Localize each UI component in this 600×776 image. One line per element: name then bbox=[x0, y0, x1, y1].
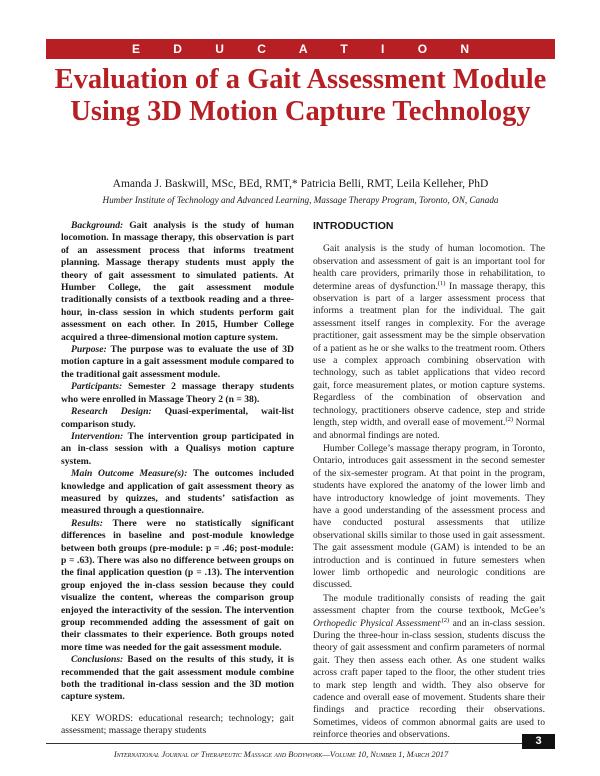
paragraph: The module traditionally consists of reading the gait assessment chapter from the course textbook, McGee’s Orthopedic Physical Assessment$^{,(2)}$ and an in-class session. During the three-hour in-class session, students discuss the theory of gait assessment and confirm parameters of normal gait. They then assess each other. As one student walks across craft paper taped to the floor, the other student tries to mark step length and width. They also observe for cadence and overall ease of movement. Students share their findings and practice recording their observations. Sometimes, videos of common abnormal gaits are used to reinforce theories and observations. bbox=[313, 592, 545, 741]
section-heading: INTRODUCTION bbox=[313, 220, 394, 232]
abstract-column bbox=[61, 220, 294, 738]
abstract-results: Results: There were no statistically significant differences in baseline and post-module knowledge between both groups (pre-module: p = .46; post-module: p = .63). There was also no difference between groups on the final application question (p = .13). The intervention group enjoyed the in-class session because they could visualize the content, whereas the comparison group enjoyed the interactivity of the session. The intervention group recommended adding the assessment of gait on their classmates to their experience. Both groups noted more time was needed for the gait assessment module. bbox=[61, 517, 294, 653]
author-list: Amanda J. Baskwill, MSc, BEd, RMT,* Patricia Belli, RMT, Leila Kelleher, PhD bbox=[112, 178, 489, 190]
article-title: Evaluation of a Gait Assessment Module Using 3D Motion Capture Technology bbox=[54, 64, 547, 127]
abstract-participants: Participants: Semester 2 massage therapy students who were enrolled in Massage Theory 2 (n = 38). bbox=[61, 381, 294, 405]
book-title: Orthopedic Physical Assessment bbox=[313, 617, 440, 629]
keywords: KEY WORDS: educational research; technology; gait assessment; massage therapy students bbox=[61, 712, 294, 737]
citation: (1) bbox=[437, 279, 446, 287]
affiliation: Humber Institute of Technology and Advanced Learning, Massage Therapy Program, Toronto, ON, Canada bbox=[102, 195, 499, 205]
paragraph: Humber College’s massage therapy program, in Toronto, Ontario, introduces gait assessment in the second semester of the six-semester program. At that point in the program, students have explored the anatomy of the lower limb and have introductory knowledge of joint movements. They have a good understanding of the assessment process and have conducted postural assessments that utilize observational skills similar to those used in gait assessment. The gait assessment module (GAM) is intended to be an introduction and is continued in future semesters when lower limb orthopedic and neurologic conditions are discussed. bbox=[313, 442, 545, 591]
abstract-intervention: Intervention: The intervention group participated in an in-class session with a Qualisys motion capture system. bbox=[61, 430, 294, 467]
paragraph: Gait analysis is the study of human locomotion. The observation and assessment of gait is an important tool for health care providers, primarily those in rehabilitation, to determine areas of dysfunction.$^{(1)}$ In massage therapy, this observation is part of a larger assessment process that informs a treatment plan for the individual. The gait assessment itself ranges in complexity. For the average practitioner, gait assessment may be the simple observation of a patient as he or she walks to the treatment room. Others use a complex approach combining observation with technology, such as tablet applications that video record gait, force measurement plates, or motion capture systems. Regardless of the combination of observation and technology, practitioners observe cadence, step and stride length, step width, and overall ease of movement.$^{(2)}$ Normal and abnormal findings are noted. bbox=[313, 243, 545, 441]
citation: (2) bbox=[505, 415, 514, 423]
footer-rule bbox=[46, 743, 555, 744]
abstract-conclusions: Conclusions: Based on the results of this study, it is recommended that the gait assessment module combine both the traditional in-class session and the 3D motion capture system. bbox=[61, 654, 294, 703]
section-banner: E D U C A T I O N bbox=[46, 39, 555, 59]
journal-footer: International Journal of Therapeutic Massage and Bodywork—Volume 10, Number 1, March 2017 bbox=[113, 750, 449, 759]
abstract-outcome: Main Outcome Measure(s): The outcomes included knowledge and application of gait assessment theory as measured by quizzes, and students’ satisfaction as measured through a questionnaire. bbox=[61, 468, 294, 517]
abstract-background: Background: Gait analysis is the study of human locomotion. In massage therapy, this observation is part of an assessment process that informs treatment planning. Massage therapy students must apply the theory of gait assessment to simulated patients. At Humber College, the gait assessment module traditionally consists of a textbook reading and a three-hour, in-class session in which students perform gait assessment on each other. In 2015, Humber College acquired a three-dimensional motion capture system. bbox=[61, 220, 294, 343]
abstract-design: Research Design: Quasi-experimental, wait-list comparison study. bbox=[61, 406, 294, 430]
introduction-column bbox=[313, 220, 545, 742]
citation: ,(2) bbox=[439, 616, 450, 624]
page-number: 3 bbox=[522, 734, 555, 749]
abstract-purpose: Purpose: The purpose was to evaluate the use of 3D motion capture in a gait assessment module compared to the traditional gait assessment module. bbox=[61, 344, 294, 380]
